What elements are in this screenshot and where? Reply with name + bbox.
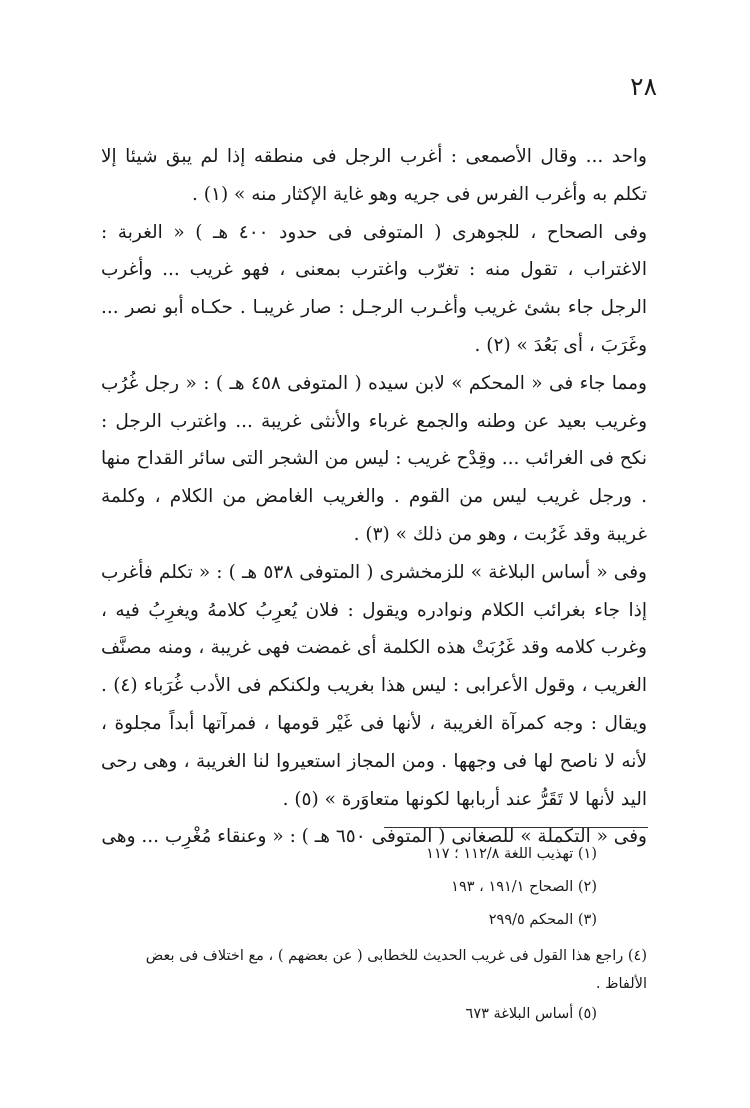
footnote-2: (٢) الصحاح ١٩١/١ ، ١٩٣ xyxy=(451,879,597,895)
paragraph-1: واحد ... وقال الأصمعى : أغرب الرجل فى منطقه إذا لم يبق شيئا إلا تكلم به وأغرب الفرس فى جريه وهو غاية الإكثار منه » (١) . xyxy=(101,146,647,205)
body-text xyxy=(101,138,647,856)
paragraph-4: وفى « أساس البلاغة » للزمخشرى ( المتوفى ٥٣٨ هـ ) : « تكلم فأغرب إذا جاء بغرائب الكلام ونوادره ويقول : فلان يُعرِبُ كلامهُ ويغرِبُ فيه ، وغرب كلامه وقد غَرُبَتْ هذه الكلمة أى غمضت فهى غريبة ، ومنه مصنَّف الغريب ، وقول الأعرابى : ليس هذا بغريب ولكنكم فى الأدب غُرَباء (٤) . ويقال : وجه كمرآة الغريبة ، لأنها فى غَيْر قومها ، فمرآتها أبداً مجلوة ، لأنه لا ناصح لها فى وجهها . ومن المجاز استعيروا لنا الغريبة ، وهى رحى اليد لأنها لا تَقَرُّ عند أربابها لكونها متعاوَرة » (٥) . xyxy=(101,561,648,810)
footnote-3: (٣) المحكم ٢٩٩/٥ xyxy=(488,912,597,928)
footnote-divider xyxy=(384,827,648,828)
page-number: ٢٨ xyxy=(630,72,657,101)
footnotes xyxy=(101,838,647,1031)
footnote-4: (٤) راجع هذا القول فى غريب الحديث للخطابى ( عن بعضهم ) ، مع اختلاف فى بعض الألفاظ . xyxy=(145,948,647,992)
footnote-5: (٥) أساس البلاغة ٦٧٣ xyxy=(465,1006,597,1022)
paragraph-3: ومما جاء فى « المحكم » لابن سيده ( المتوفى ٤٥٨ هـ ) : « رجل غُرُب وغريب بعيد عن وطنه والجمع غرباء والأنثى غريبة ... واغترب الرجل : نكح فى الغرائب ... وقِدْح غريب : ليس من الشجر التى سائر القداح منها . ورجل غريب ليس من القوم . والغريب الغامض من الكلام ، وكلمة غريبة وقد غَرُبت ، وهو من ذلك » (٣) . xyxy=(101,372,647,545)
paragraph-5: وفى « التكملة » للصغانى ( المتوفى ٦٥٠ هـ ) : « وعنقاء مُغْرِب ... وهى xyxy=(101,826,647,848)
paragraph-2: وفى الصحاح ، للجوهرى ( المتوفى فى حدود ٤٠٠ هـ ) « الغربة : الاغتراب ، تقول منه : تغرّب واغترب بمعنى ، فهو غريب ... وأغرب الرجل جاء بشئ غريب وأغـرب الرجـل : صار غريبـا . حكـاه أبو نصر ... وغَرَبَ ، أى بَعُدَ » (٢) . xyxy=(101,221,647,356)
footnote-1: (١) تهذيب اللغة ١١٢/٨ ؛ ١١٧ xyxy=(426,846,597,862)
